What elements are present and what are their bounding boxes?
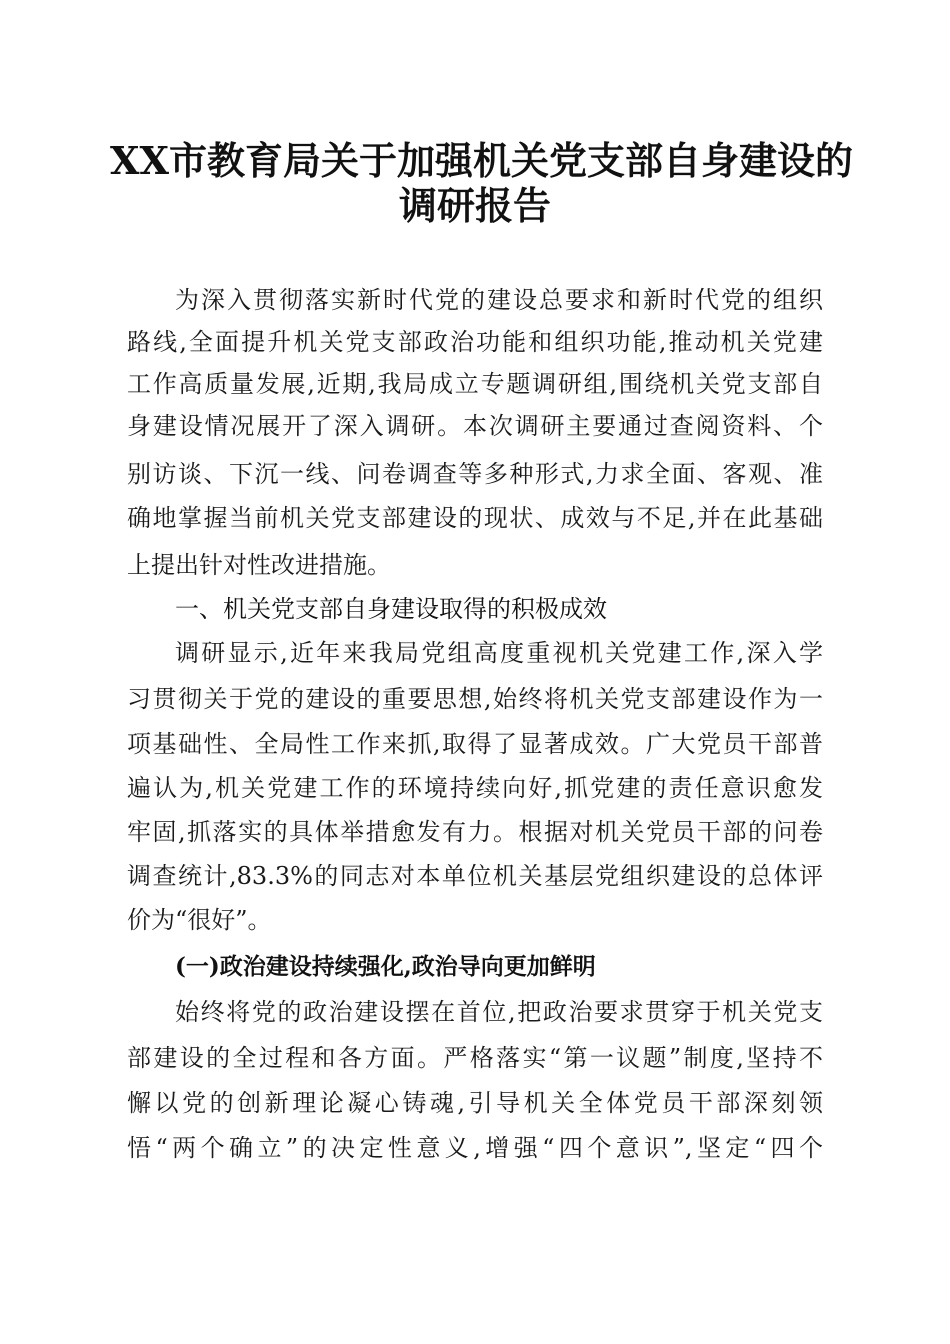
- subsection-heading: (一)政治建设持续强化,政治导向更加鲜明: [175, 953, 596, 980]
- section-heading: 一、机关党支部自身建设取得的积极成效: [175, 595, 607, 623]
- intro-line: 为深入贯彻落实新时代党的建设总要求和新时代党的组织: [175, 286, 823, 314]
- document-title-line-1: XX市教育局关于加强机关党支部自身建设的: [110, 138, 853, 183]
- intro-line: 路线,全面提升机关党支部政治功能和组织功能,推动机关党建: [127, 328, 823, 356]
- section1-line: 价为“很好”。: [127, 906, 272, 934]
- section1-line: 调查统计,83.3%的同志对本单位机关基层党组织建设的总体评: [127, 862, 823, 890]
- subsection1-line: 悟“两个确立”的决定性意义,增强“四个意识”,坚定“四个: [127, 1134, 823, 1162]
- intro-line: 别访谈、下沉一线、问卷调查等多种形式,力求全面、客观、准: [127, 460, 823, 488]
- intro-line: 确地掌握当前机关党支部建设的现状、成效与不足,并在此基础: [127, 504, 823, 532]
- section1-line: 调研显示,近年来我局党组高度重视机关党建工作,深入学: [175, 639, 823, 667]
- subsection1-line: 部建设的全过程和各方面。严格落实“第一议题”制度,坚持不: [127, 1044, 823, 1072]
- section1-line: 项基础性、全局性工作来抓,取得了显著成效。广大党员干部普: [127, 730, 823, 758]
- section1-line: 遍认为,机关党建工作的环境持续向好,抓党建的责任意识愈发: [127, 774, 823, 802]
- subsection1-line: 懈以党的创新理论凝心铸魂,引导机关全体党员干部深刻领: [127, 1089, 823, 1117]
- section1-line: 习贯彻关于党的建设的重要思想,始终将机关党支部建设作为一: [127, 685, 823, 713]
- intro-line: 工作高质量发展,近期,我局成立专题调研组,围绕机关党支部自: [127, 370, 823, 398]
- intro-line: 身建设情况展开了深入调研。本次调研主要通过查阅资料、个: [127, 412, 823, 440]
- intro-line: 上提出针对性改进措施。: [127, 551, 391, 579]
- document-title-line-2: 调研报告: [398, 183, 551, 228]
- subsection1-line: 始终将党的政治建设摆在首位,把政治要求贯穿于机关党支: [175, 998, 823, 1026]
- section1-line: 牢固,抓落实的具体举措愈发有力。根据对机关党员干部的问卷: [127, 818, 823, 846]
